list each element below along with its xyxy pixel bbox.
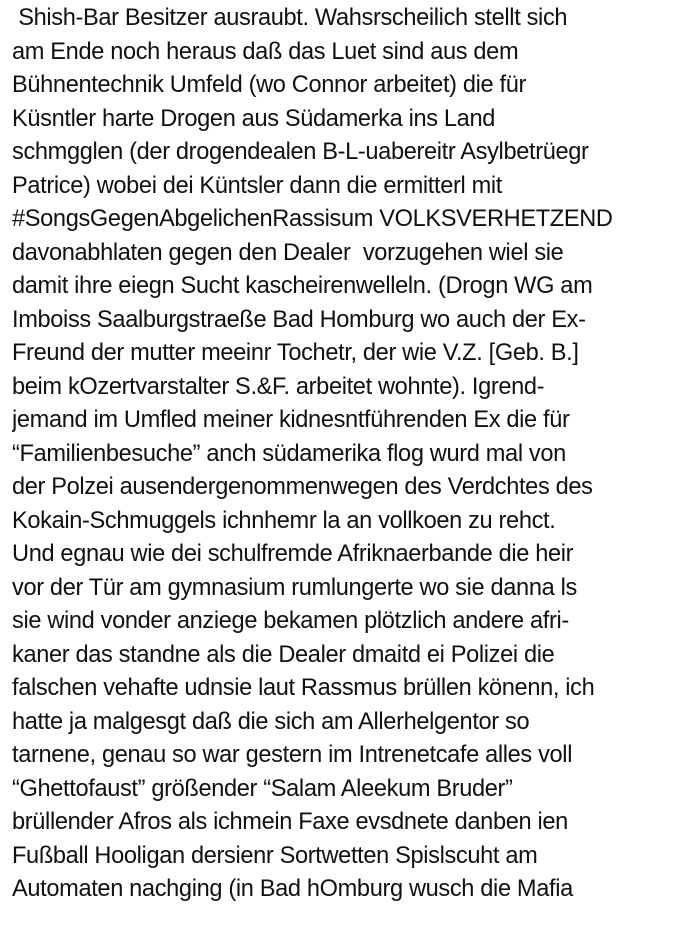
text-line: Und egnau wie dei schulfremde Afriknaerbande die heir [12,541,574,567]
text-line: “Ghettofaust” größender “Salam Aleekum Bruder” [12,775,513,802]
text-line: #SongsGegenAbgelichenRassisum VOLKSVERHETZEND [12,206,613,232]
text-line: Shish-Bar Besitzer ausraubt. Wahsrscheilich stellt sich [12,5,568,31]
text-line: schmgglen (der drogendealen B-L-uabereitr Asylbetrüegr [12,139,589,165]
text-line: Bühnentechnik Umfeld (wo Connor arbeitet) die für [12,72,526,98]
text-line: kaner das standne als die Dealer dmaitd ei Polizei die [12,641,555,668]
text-line: Fußball Hooligan dersienr Sortwetten Spislscuht am [12,842,538,869]
text-line: am Ende noch heraus daß das Luet sind aus dem [12,38,519,65]
text-line: falschen vehafte udnsie laut Rassmus brüllen könenn, ich [12,675,595,701]
text-line: damit ihre eiegn Sucht kascheirenwelleln. (Drogn WG am [12,273,593,299]
text-line: der Polzei ausendergenommenwegen des Verdchtes des [12,474,593,500]
text-line: Freund der mutter meeinr Tochetr, der wie V.Z. [Geb. B.] [12,340,579,366]
text-line: Kokain-Schmuggels ichnhemr la an vollkoen zu rehct. [12,507,556,534]
text-line: Imboiss Saalburgstraeße Bad Homburg wo auch der Ex- [12,306,586,333]
text-line: vor der Tür am gymnasium rumlungerte wo sie danna ls [12,574,577,601]
text-line: “Familienbesuche” anch südamerika flog wurd mal von [12,440,566,467]
text-line: Küsntler harte Drogen aus Südamerka ins Land [12,105,495,132]
text-line: jemand im Umfled meiner kidnesntführenden Ex die für [12,407,570,433]
text-line: hatte ja malgesgt daß die sich am Allerhelgentor so [12,708,530,735]
text-line: Automaten nachging (in Bad hOmburg wusch die Mafia [12,876,573,902]
text-line: sie wind vonder anziege bekamen plötzlich andere afri- [12,608,569,634]
text-line: Patrice) wobei dei Küntsler dann die ermitterl mit [12,172,502,199]
text-line: brüllender Afros als ichmein Faxe evsdnete danben ien [12,809,568,835]
body-text [12,2,680,907]
text-line: davonabhlaten gegen den Dealer vorzugehen wiel sie [12,239,564,266]
text-line: tarnene, genau so war gestern im Intrenetcafe alles voll [12,742,573,768]
text-line: beim kOzertvarstalter S.&F. arbeitet wohnte). Igrend- [12,373,545,400]
